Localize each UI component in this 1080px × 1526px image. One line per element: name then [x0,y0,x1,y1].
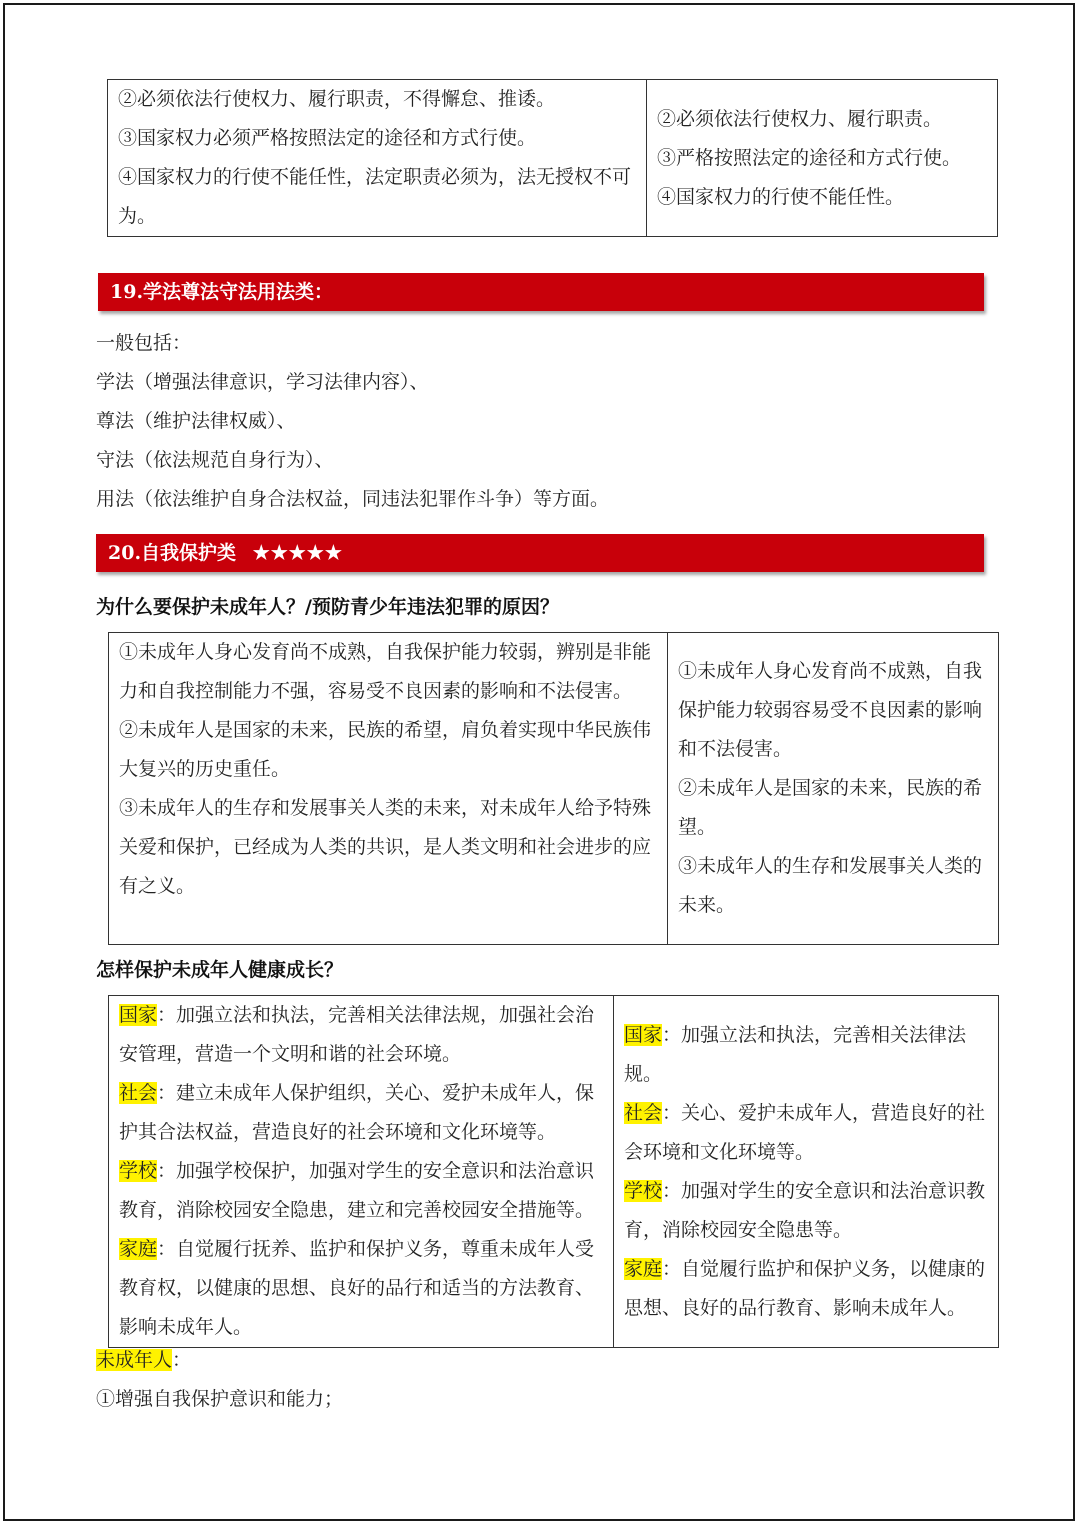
body-line: 尊法（维护法律权威）、 [96,410,296,432]
body-line: 一般包括： [96,332,192,354]
table-line: 国家：加强立法和执法，完善相关法律法规，加强社会治安管理，营造一个文明和谐的社会环境。 [119,1004,595,1065]
table-line: ②必须依法行使权力、履行职责。 [657,107,943,130]
highlight-key: 社会 [119,1082,158,1104]
table-line: ②必须依法行使权力、履行职责，不得懈怠、推诿。 [118,88,556,110]
table-line: ④国家权力的行使不能任性，法定职责必须为，法无授权不可为。 [118,166,632,227]
table-line: ③未成年人的生存和发展事关人类的未来，对未成年人给予特殊关爱和保护，已经成为人类的共识，是人类文明和社会进步的应有之义。 [119,797,652,897]
question-heading: 怎样保护未成年人健康成长？ [96,959,344,981]
section-19-body [96,324,996,519]
body-line: 学法（增强法律意识，学习法律内容）、 [96,371,429,393]
table-line: 社会：关心、爱护未成年人，营造良好的社会环境和文化环境等。 [624,1101,986,1163]
comparison-table-why-protect [108,632,999,945]
table-cell-brief [647,80,998,237]
table-line: 家庭：自觉履行监护和保护义务，以健康的思想、良好的品行教育、影响未成年人。 [624,1257,986,1319]
highlight-key: 学校 [624,1179,663,1202]
table-line: ③未成年人的生存和发展事关人类的未来。 [678,855,983,916]
minor-section [96,1341,996,1419]
table-line: 家庭：自觉履行抚养、监护和保护义务，尊重未成年人受教育权，以健康的思想、良好的品行和适当的方法教育、影响未成年人。 [119,1238,595,1338]
highlight-key: 国家 [119,1004,158,1026]
body-line: 守法（依法规范自身行为）、 [96,449,334,471]
star-rating-icon: ★★★★★ [252,542,343,564]
highlight-key: 家庭 [624,1257,663,1280]
question-heading: 为什么要保护未成年人？/预防青少年违法犯罪的原因？ [96,596,559,618]
comparison-table-power [107,79,998,237]
section-heading-20 [96,534,984,572]
table-line: ②未成年人是国家的未来，民族的希望。 [678,777,983,838]
table-cell-full [109,633,668,945]
table-line: ①未成年人身心发育尚不成熟，自我保护能力较弱容易受不良因素的影响和不法侵害。 [678,660,983,760]
comparison-table-how-protect [108,995,999,1348]
table-line: 学校：加强对学生的安全意识和法治意识教育，消除校园安全隐患等。 [624,1179,986,1241]
body-line: 未成年人： [96,1349,192,1371]
table-line: ②未成年人是国家的未来，民族的希望，肩负着实现中华民族伟大复兴的历史重任。 [119,719,652,780]
highlight-key: 国家 [624,1023,663,1046]
table-line: ③严格按照法定的途径和方式行使。 [657,146,962,169]
section-heading-19 [98,273,984,311]
section-title: 19.学法尊法守法用法类： [110,281,334,303]
table-line: ③国家权力必须严格按照法定的途径和方式行使。 [118,127,537,149]
highlight-key: 家庭 [119,1238,158,1260]
table-cell-full [109,996,614,1348]
table-line: 国家：加强立法和执法，完善相关法律法规。 [624,1023,967,1085]
table-cell-brief [668,633,999,945]
table-line: ④国家权力的行使不能任性。 [657,185,905,208]
highlight-key: 学校 [119,1160,158,1182]
body-line: ①增强自我保护意识和能力； [96,1388,344,1410]
table-line: 社会：建立未成年人保护组织，关心、爱护未成年人，保护其合法权益，营造良好的社会环境和文化环境等。 [119,1082,595,1143]
table-line: 学校：加强学校保护，加强对学生的安全意识和法治意识教育，消除校园安全隐患，建立和完善校园安全措施等。 [119,1160,595,1221]
highlight-key: 社会 [624,1101,663,1124]
table-line: ①未成年人身心发育尚不成熟，自我保护能力较弱，辨别是非能力和自我控制能力不强，容易受不良因素的影响和不法侵害。 [119,641,652,702]
table-cell-brief [614,996,999,1348]
table-cell-full [108,80,647,237]
section-title: 20.自我保护类 [108,542,237,564]
body-line: 用法（依法维护自身合法权益，同违法犯罪作斗争）等方面。 [96,488,610,510]
highlight-key: 未成年人 [96,1349,173,1371]
